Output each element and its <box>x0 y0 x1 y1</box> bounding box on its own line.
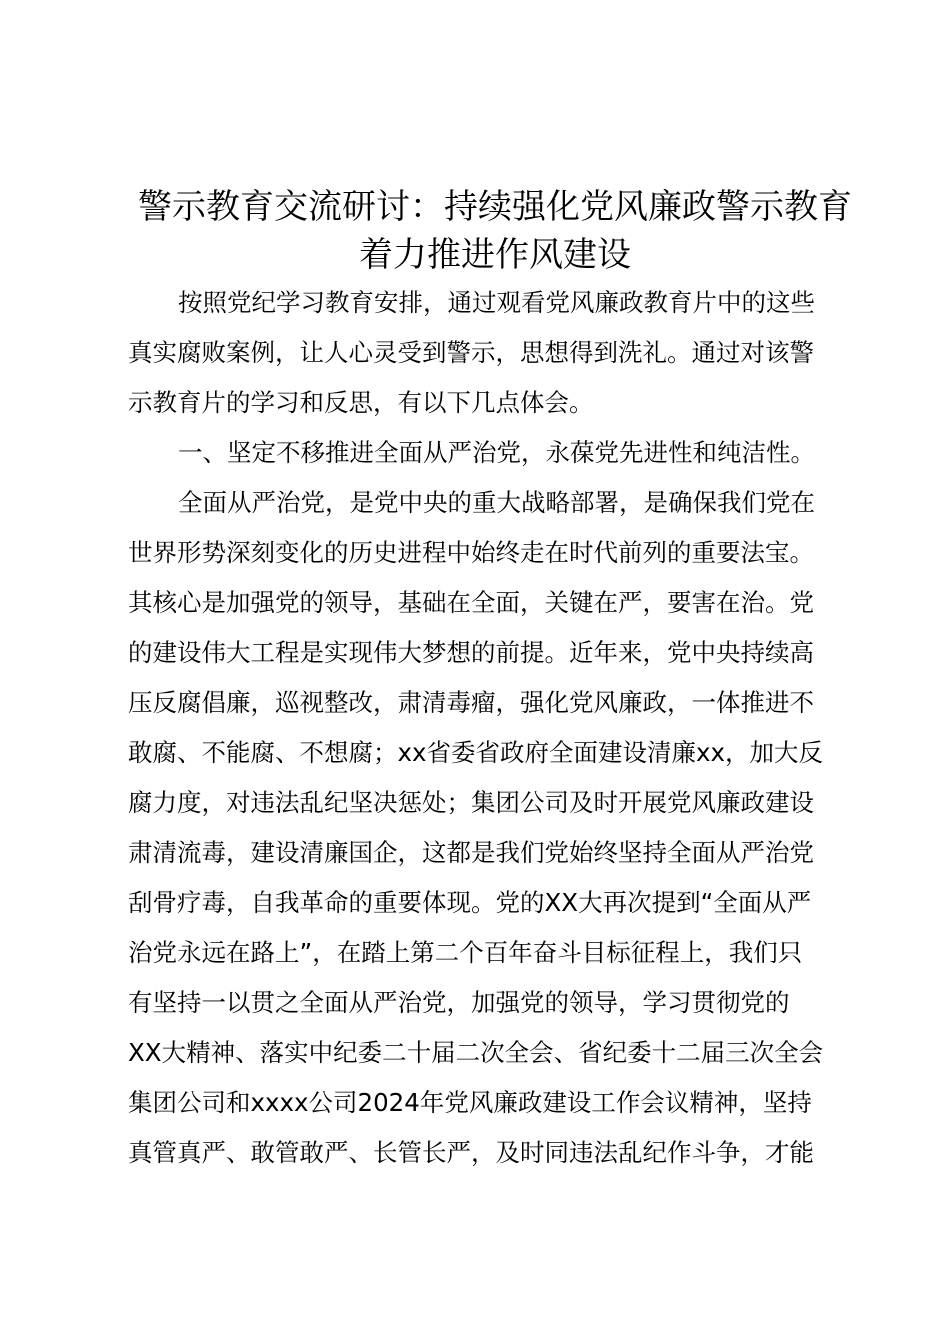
paragraph-1-line-2: 真实腐败案例，让人心灵受到警示，思想得到洗礼。通过对该警 <box>128 338 814 367</box>
paragraph-2-line-11: 有坚持一以贯之全面从严治党，加强党的领导，学习贯彻党的 <box>128 988 790 1017</box>
paragraph-2-line-6: 敢腐、不能腐、不想腐；xx省委省政府全面建设清廉xx，加大反 <box>128 738 823 767</box>
paragraph-2-line-4: 的建设伟大工程是实现伟大梦想的前提。近年来，党中央持续高 <box>128 638 814 667</box>
paragraph-2-line-7: 腐力度，对违法乱纪坚决惩处；集团公司及时开展党风廉政建设 <box>128 788 814 817</box>
paragraph-2-line-8: 肃清流毒，建设清廉国企，这都是我们党始终坚持全面从严治党 <box>128 838 814 867</box>
section-heading-1: 一、坚定不移推进全面从严治党，永葆党先进性和纯洁性。 <box>178 438 815 467</box>
paragraph-2-line-3: 其核心是加强党的领导，基础在全面，关键在严，要害在治。党 <box>128 588 814 617</box>
document-title-line-2: 着力推进作风建设 <box>359 235 631 275</box>
paragraph-1-line-1: 按照党纪学习教育安排，通过观看党风廉政教育片中的这些 <box>178 288 815 317</box>
paragraph-2-line-9: 刮骨疗毒，自我革命的重要体现。党的XX大再次提到“全面从严 <box>128 888 812 917</box>
paragraph-2-line-13: 集团公司和xxxx公司2024年党风廉政建设工作会议精神，坚持 <box>128 1088 812 1117</box>
document-title-line-1: 警示教育交流研讨：持续强化党风廉政警示教育 <box>138 187 852 227</box>
paragraph-2-line-5: 压反腐倡廉，巡视整改，肃清毒瘤，强化党风廉政，一体推进不 <box>128 688 814 717</box>
paragraph-2-line-12: XX大精神、落实中纪委二十届二次全会、省纪委十二届三次全会 <box>128 1038 824 1067</box>
paragraph-2-line-10: 治党永远在路上”，在踏上第二个百年奋斗目标征程上，我们只 <box>128 938 803 967</box>
paragraph-2-line-2: 世界形势深刻变化的历史进程中始终走在时代前列的重要法宝。 <box>128 538 814 567</box>
paragraph-2-line-14: 真管真严、敢管敢严、长管长严，及时同违法乱纪作斗争，才能 <box>128 1138 814 1167</box>
paragraph-2-line-1: 全面从严治党，是党中央的重大战略部署，是确保我们党在 <box>178 488 815 517</box>
paragraph-1-line-3: 示教育片的学习和反思，有以下几点体会。 <box>128 388 594 417</box>
